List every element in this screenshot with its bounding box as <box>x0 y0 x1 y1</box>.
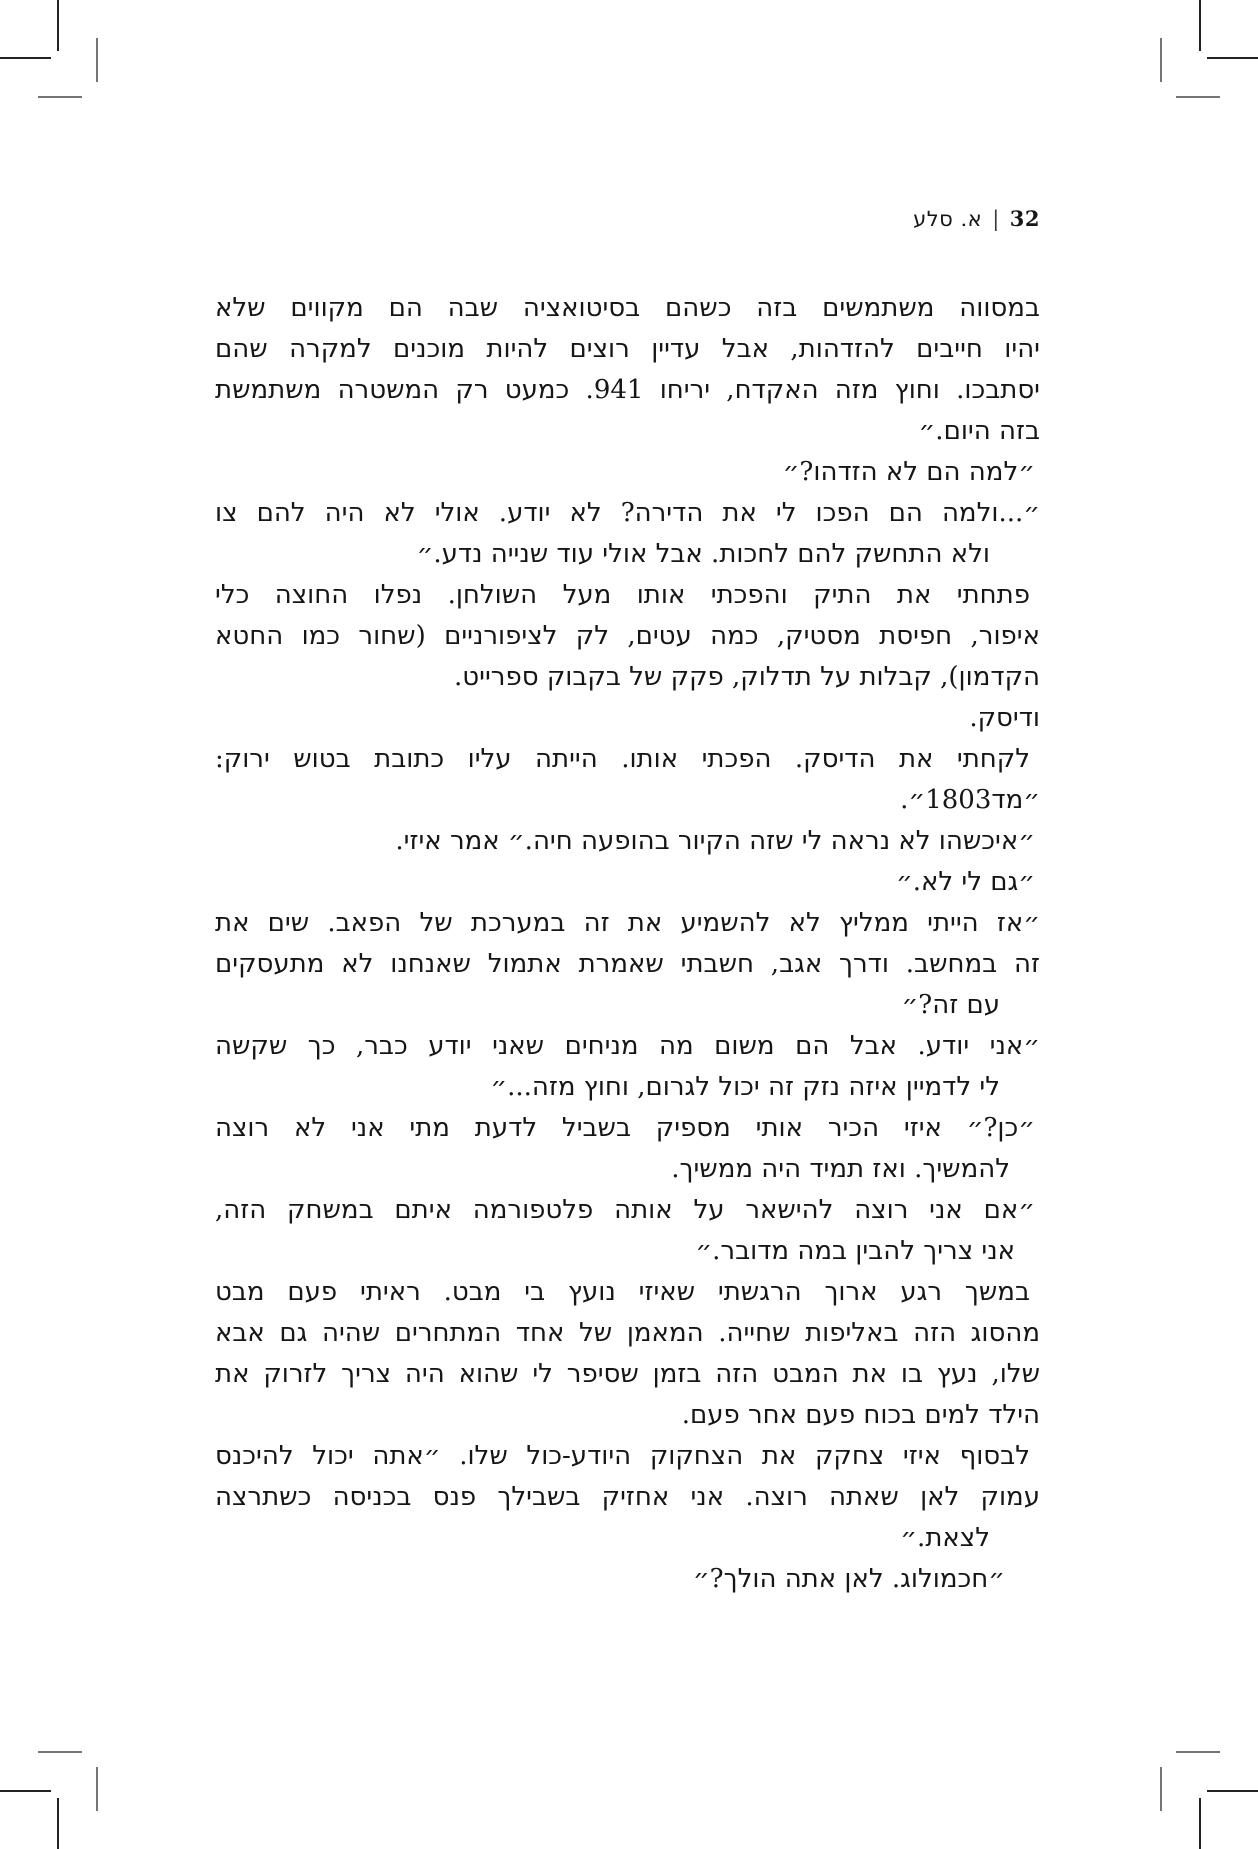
text-line: לקחתי את הדיסק. הפכתי אותו. הייתה עליו כתובת בטוש ירוק: <box>215 744 1030 774</box>
text-line: ״אז הייתי ממליץ לא להשמיע את זה במערכת של הפאב. שים את <box>215 908 1040 938</box>
text-line: פתחתי את התיק והפכתי אותו מעל השולחן. נפלו החוצה כלי <box>215 580 1030 610</box>
crop-mark-bottom-left-vertical <box>57 1798 59 1849</box>
text-line: ״...ולמה הם הפכו לי את הדירה? לא יודע. אולי לא היה להם צו <box>215 498 1040 528</box>
bleed-mark-top-right-vertical <box>1160 38 1162 82</box>
crop-mark-bottom-right-horizontal <box>1207 1790 1258 1792</box>
text-line: ״למה הם לא הזדהו?״ <box>782 457 1035 487</box>
crop-mark-top-right-vertical <box>1199 0 1201 51</box>
text-line: ״כן?״ איזי הכיר אותי מספיק בשביל לדעת מתי אני לא רוצה <box>215 1113 1035 1143</box>
text-line: מהסוג הזה באליפות שחייה. המאמן של אחד המתחרים שהיה גם אבא <box>215 1318 1040 1348</box>
text-line: ״מד1803״. <box>900 785 1040 815</box>
crop-mark-top-left-horizontal <box>0 57 51 59</box>
page-number: 32 <box>1009 206 1040 231</box>
text-line: ״חכמולוג. לאן אתה הולך?״ <box>692 1564 1005 1594</box>
body-text <box>215 288 1040 1600</box>
crop-mark-bottom-right-vertical <box>1199 1798 1201 1849</box>
author-name: א. סלע <box>913 207 983 231</box>
text-line: במשך רגע ארוך הרגשתי שאיזי נועץ בי מבט. ראיתי פעם מבט <box>215 1277 1030 1307</box>
text-line: איפור, חפיסת מסטיק, כמה עטים, לק לציפורניים (שחור כמו החטא <box>215 621 1040 651</box>
text-line: ״אני יודע. אבל הם משום מה מניחים שאני יודע כבר, כך שקשה <box>215 1031 1040 1061</box>
bleed-mark-top-left-vertical <box>96 38 98 82</box>
text-line: ודיסק. <box>969 703 1040 733</box>
header-separator: | <box>992 207 1000 231</box>
bleed-mark-bottom-left-vertical <box>96 1767 98 1811</box>
bleed-mark-top-right-horizontal <box>1176 96 1220 98</box>
text-line: ״אם אני רוצה להישאר על אותה פלטפורמה איתם במשחק הזה, <box>215 1195 1035 1225</box>
text-line: אני צריך להבין במה מדובר.״ <box>695 1236 1015 1266</box>
text-line: להמשיך. ואז תמיד היה ממשיך. <box>671 1154 1010 1184</box>
bleed-mark-bottom-right-horizontal <box>1176 1751 1220 1753</box>
bleed-mark-bottom-left-horizontal <box>38 1751 82 1753</box>
text-line: לבסוף איזי צחקק את הצחקוק היודע-כול שלו. ״אתה יכול להיכנס <box>215 1441 1030 1471</box>
text-line: עמוק לאן שאתה רוצה. אני אחזיק בשבילך פנס בכניסה כשתרצה <box>215 1482 1040 1512</box>
text-line: הקדמון), קבלות על תדלוק, פקק של בקבוק ספרייט. <box>454 662 1040 692</box>
text-line: ״גם לי לא.״ <box>895 867 1035 897</box>
text-line: זה במחשב. ודרך אגב, חשבתי שאמרת אתמול שאנחנו לא מתעסקים <box>215 949 1040 979</box>
text-line: הילד למים בכוח פעם אחר פעם. <box>681 1400 1040 1430</box>
text-line: בזה היום.״ <box>918 416 1040 446</box>
crop-mark-top-right-horizontal <box>1207 57 1258 59</box>
text-line: ״איכשהו לא נראה לי שזה הקיור בהופעה חיה.״ אמר איזי. <box>395 826 1035 856</box>
crop-mark-top-left-vertical <box>57 0 59 51</box>
running-header <box>913 206 1040 232</box>
text-line: לצאת.״ <box>900 1523 990 1553</box>
crop-mark-bottom-left-horizontal <box>0 1790 51 1792</box>
bleed-mark-bottom-right-vertical <box>1160 1767 1162 1811</box>
text-line: עם זה?״ <box>901 990 1000 1020</box>
text-line: יהיו חייבים להזדהות, אבל עדיין רוצים להיות מוכנים למקרה שהם <box>215 334 1040 364</box>
text-line: ולא התחשק להם לחכות. אבל אולי עוד שנייה נדע.״ <box>416 539 990 569</box>
text-line: שלו, נעץ בו את המבט הזה בזמן שסיפר לי שהוא היה צריך לזרוק את <box>215 1359 1041 1389</box>
text-line: יסתבכו. וחוץ מזה האקדח, יריחו 941. כמעט רק המשטרה משתמשת <box>215 375 1041 405</box>
text-line: לי לדמיין איזה נזק זה יכול לגרום, וחוץ מזה...״ <box>490 1072 1000 1102</box>
text-line: במסווה משתמשים בזה כשהם בסיטואציה שבה הם מקווים שלא <box>215 293 1040 323</box>
bleed-mark-top-left-horizontal <box>38 96 82 98</box>
